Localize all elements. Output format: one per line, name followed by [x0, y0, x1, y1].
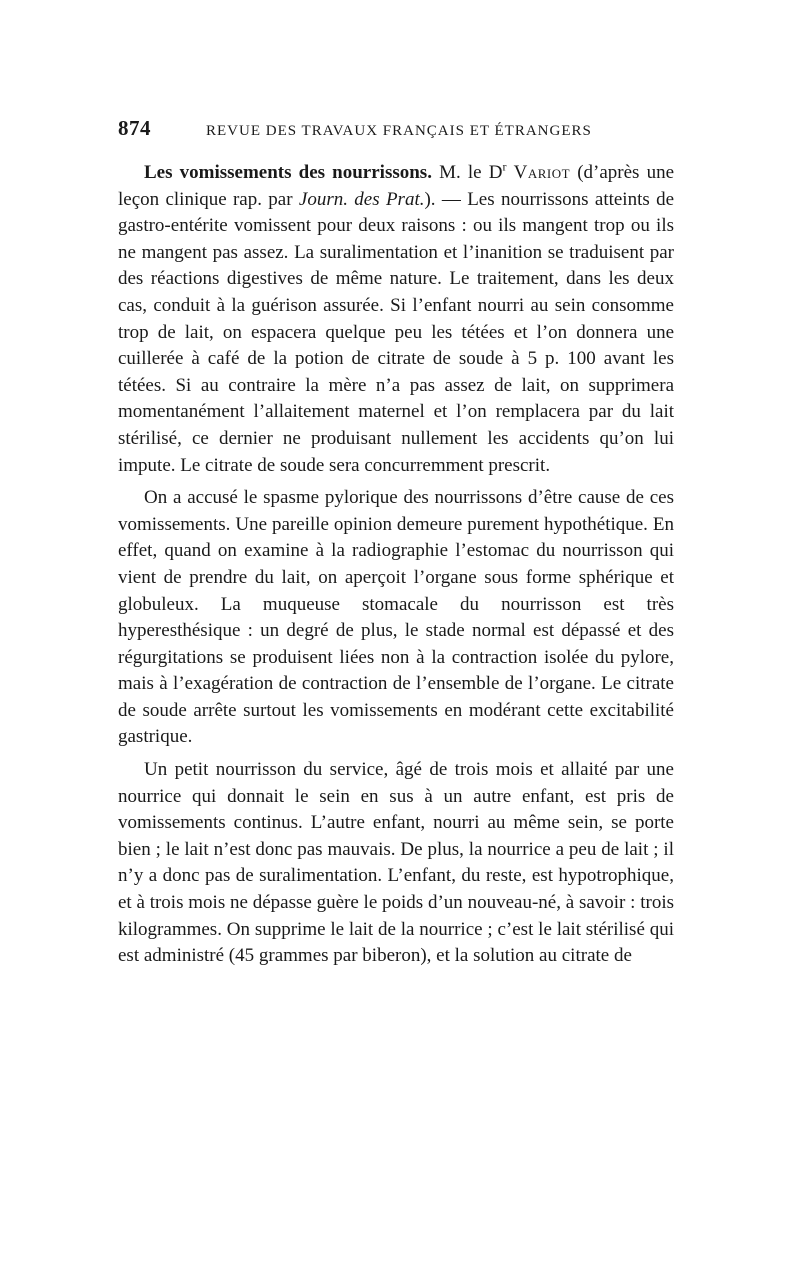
- article-body: [118, 160, 674, 976]
- paragraph-1-text: Les nourrissons atteints de gastro-entérite vomissent pour deux raisons : ou ils mangent trop ou ils ne mangent pas assez. La suralimentation et l’inanition se traduisent par des réactions digestives de même nature. Le traitement, dans les deux cas, conduit à la guérison assurée. Si l’enfant nourri au sein consomme trop de lait, on espacera quelque peu les tétées et l’on donnera une cuillerée à café de la potion de citrate de soude à 5 p. 100 avant les tétées. Si au contraire la mère n’a pas assez de lait, on supprimera momentanément l’allaitement maternel et l’on remplacera par du lait stérilisé, ce dernier ne produisant nullement les accidents qu’on lui impute. Le citrate de soude sera concurremment prescrit.: [118, 188, 675, 476]
- article-title: Les vomissements des nourrissons.: [144, 162, 432, 183]
- paragraph-2: On a accusé le spasme pylorique des nourrissons d’être cause de ces vomissements. Une pareille opinion demeure purement hypothétique. En effet, quand on examine à la radiographie l’estomac du nourrisson qui vient de prendre du lait, on aperçoit l’organe sous forme sphérique et globuleux. La muqueuse stomacale du nourrisson est très hyperesthésique : un degré de plus, le stade normal est dépassé et des régurgitations se produisent liées non à la contraction isolée du pylore, mais à l’exagération de contraction de l’ensemble de l’organe. Le citrate de soude arrête surtout les vomissements en modérant cette excitabilité gastrique.: [118, 487, 674, 748]
- source-open: (d’après une leçon clinique rap. par: [118, 162, 675, 210]
- journal-title: REVUE DES TRAVAUX FRANÇAIS ET ÉTRANGERS: [206, 123, 592, 139]
- author-prefix-superscript: r: [502, 159, 507, 174]
- author-name: Variot: [513, 162, 571, 183]
- paragraph-3: Un petit nourrisson du service, âgé de trois mois et allaité par une nourrice qui donnait le sein en sus à un autre enfant, est pris de vomissements continus. L’autre enfant, nourri au même sein, se porte bien ; le lait n’est donc pas mauvais. De plus, la nourrice a peu de lait ; il n’y a donc pas de suralimentation. L’enfant, du reste, est hypotrophique, et à trois mois ne dépasse guère le poids d’un nouveau-né, à savoir : trois kilogrammes. On supprime le lait de la nourrice ; c’est le lait stérilisé qui est administré (45 grammes par biberon), et la solution au citrate de: [118, 759, 674, 967]
- source-close: ). —: [424, 188, 468, 210]
- running-head: [118, 116, 678, 140]
- author-prefix: M. le D: [439, 162, 503, 183]
- page-number: 874: [118, 116, 151, 140]
- source-journal: Journ. des Prat.: [298, 188, 425, 210]
- paragraph-1: [118, 160, 674, 479]
